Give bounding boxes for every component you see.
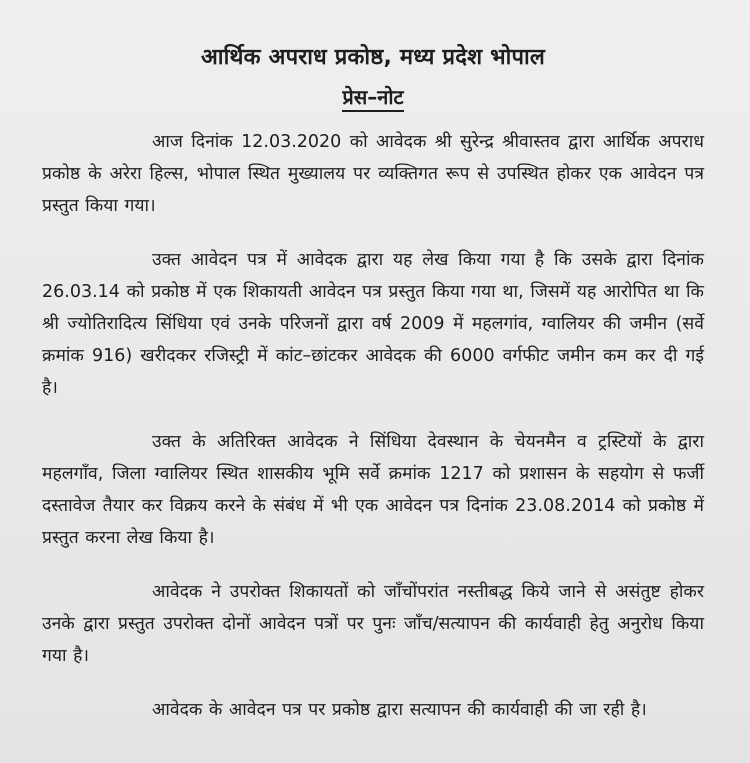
paragraph-4: आवेदक ने उपरोक्त शिकायतों को जाँचोंपरांत नस्तीबद्ध किये जाने से असंतुष्ट होकर उनके द्वारा प्रस्तुत उपरोक्त दोनों आवेदन पत्रों पर पुनः जाँच/सत्यापन की कार्यवाही हेतु अनुरोध किया गया है।: [42, 582, 704, 666]
press-note-heading: प्रेस–नोट: [342, 85, 403, 112]
paragraph-1: आज दिनांक 12.03.2020 को आवेदक श्री सुरेन्द्र श्रीवास्तव द्वारा आर्थिक अपराध प्रकोष्ठ के अरेरा हिल्स, भोपाल स्थित मुख्यालय पर व्यक्तिगत रूप से उपस्थित होकर एक आवेदन पत्र प्रस्तुत किया गया।: [42, 132, 704, 216]
document-subtitle: [42, 82, 704, 112]
paragraph-5: आवेदक के आवेदन पत्र पर प्रकोष्ठ द्वारा सत्यापन की कार्यवाही की जा रही है।: [152, 700, 647, 720]
document-title: आर्थिक अपराध प्रकोष्ठ, मध्य प्रदेश भोपाल: [200, 45, 545, 70]
paragraph-2: उक्त आवेदन पत्र में आवेदक द्वारा यह लेख किया गया है कि उसके द्वारा दिनांक 26.03.14 को प्रकोष्ठ में एक शिकायती आवेदन पत्र प्रस्तुत किया गया था, जिसमें यह आरोपित था कि श्री ज्योतिरादित्य सिंधिया एवं उनके परिजनों द्वारा वर्ष 2009 में महलगांव, ग्वालियर की जमीन (सर्वे क्रमांक 916) खरीदकर रजिस्ट्री में कांट–छांटकर आवेदक की 6000 वर्गफीट जमीन कम कर दी गई है।: [42, 250, 704, 398]
paragraph-3: उक्त के अतिरिक्त आवेदक ने सिंधिया देवस्थान के चेयनमैन व ट्रस्टियों के द्वारा महलगाँव, जिला ग्वालियर स्थित शासकीय भूमि सर्वे क्रमांक 1217 को प्रशासन के सहयोग से फर्जी दस्तावेज तैयार कर विक्रय करने के संबंध में भी एक आवेदन पत्र दिनांक 23.08.2014 को प्रकोष्ठ में प्रस्तुत करना लेख किया है।: [42, 432, 704, 548]
